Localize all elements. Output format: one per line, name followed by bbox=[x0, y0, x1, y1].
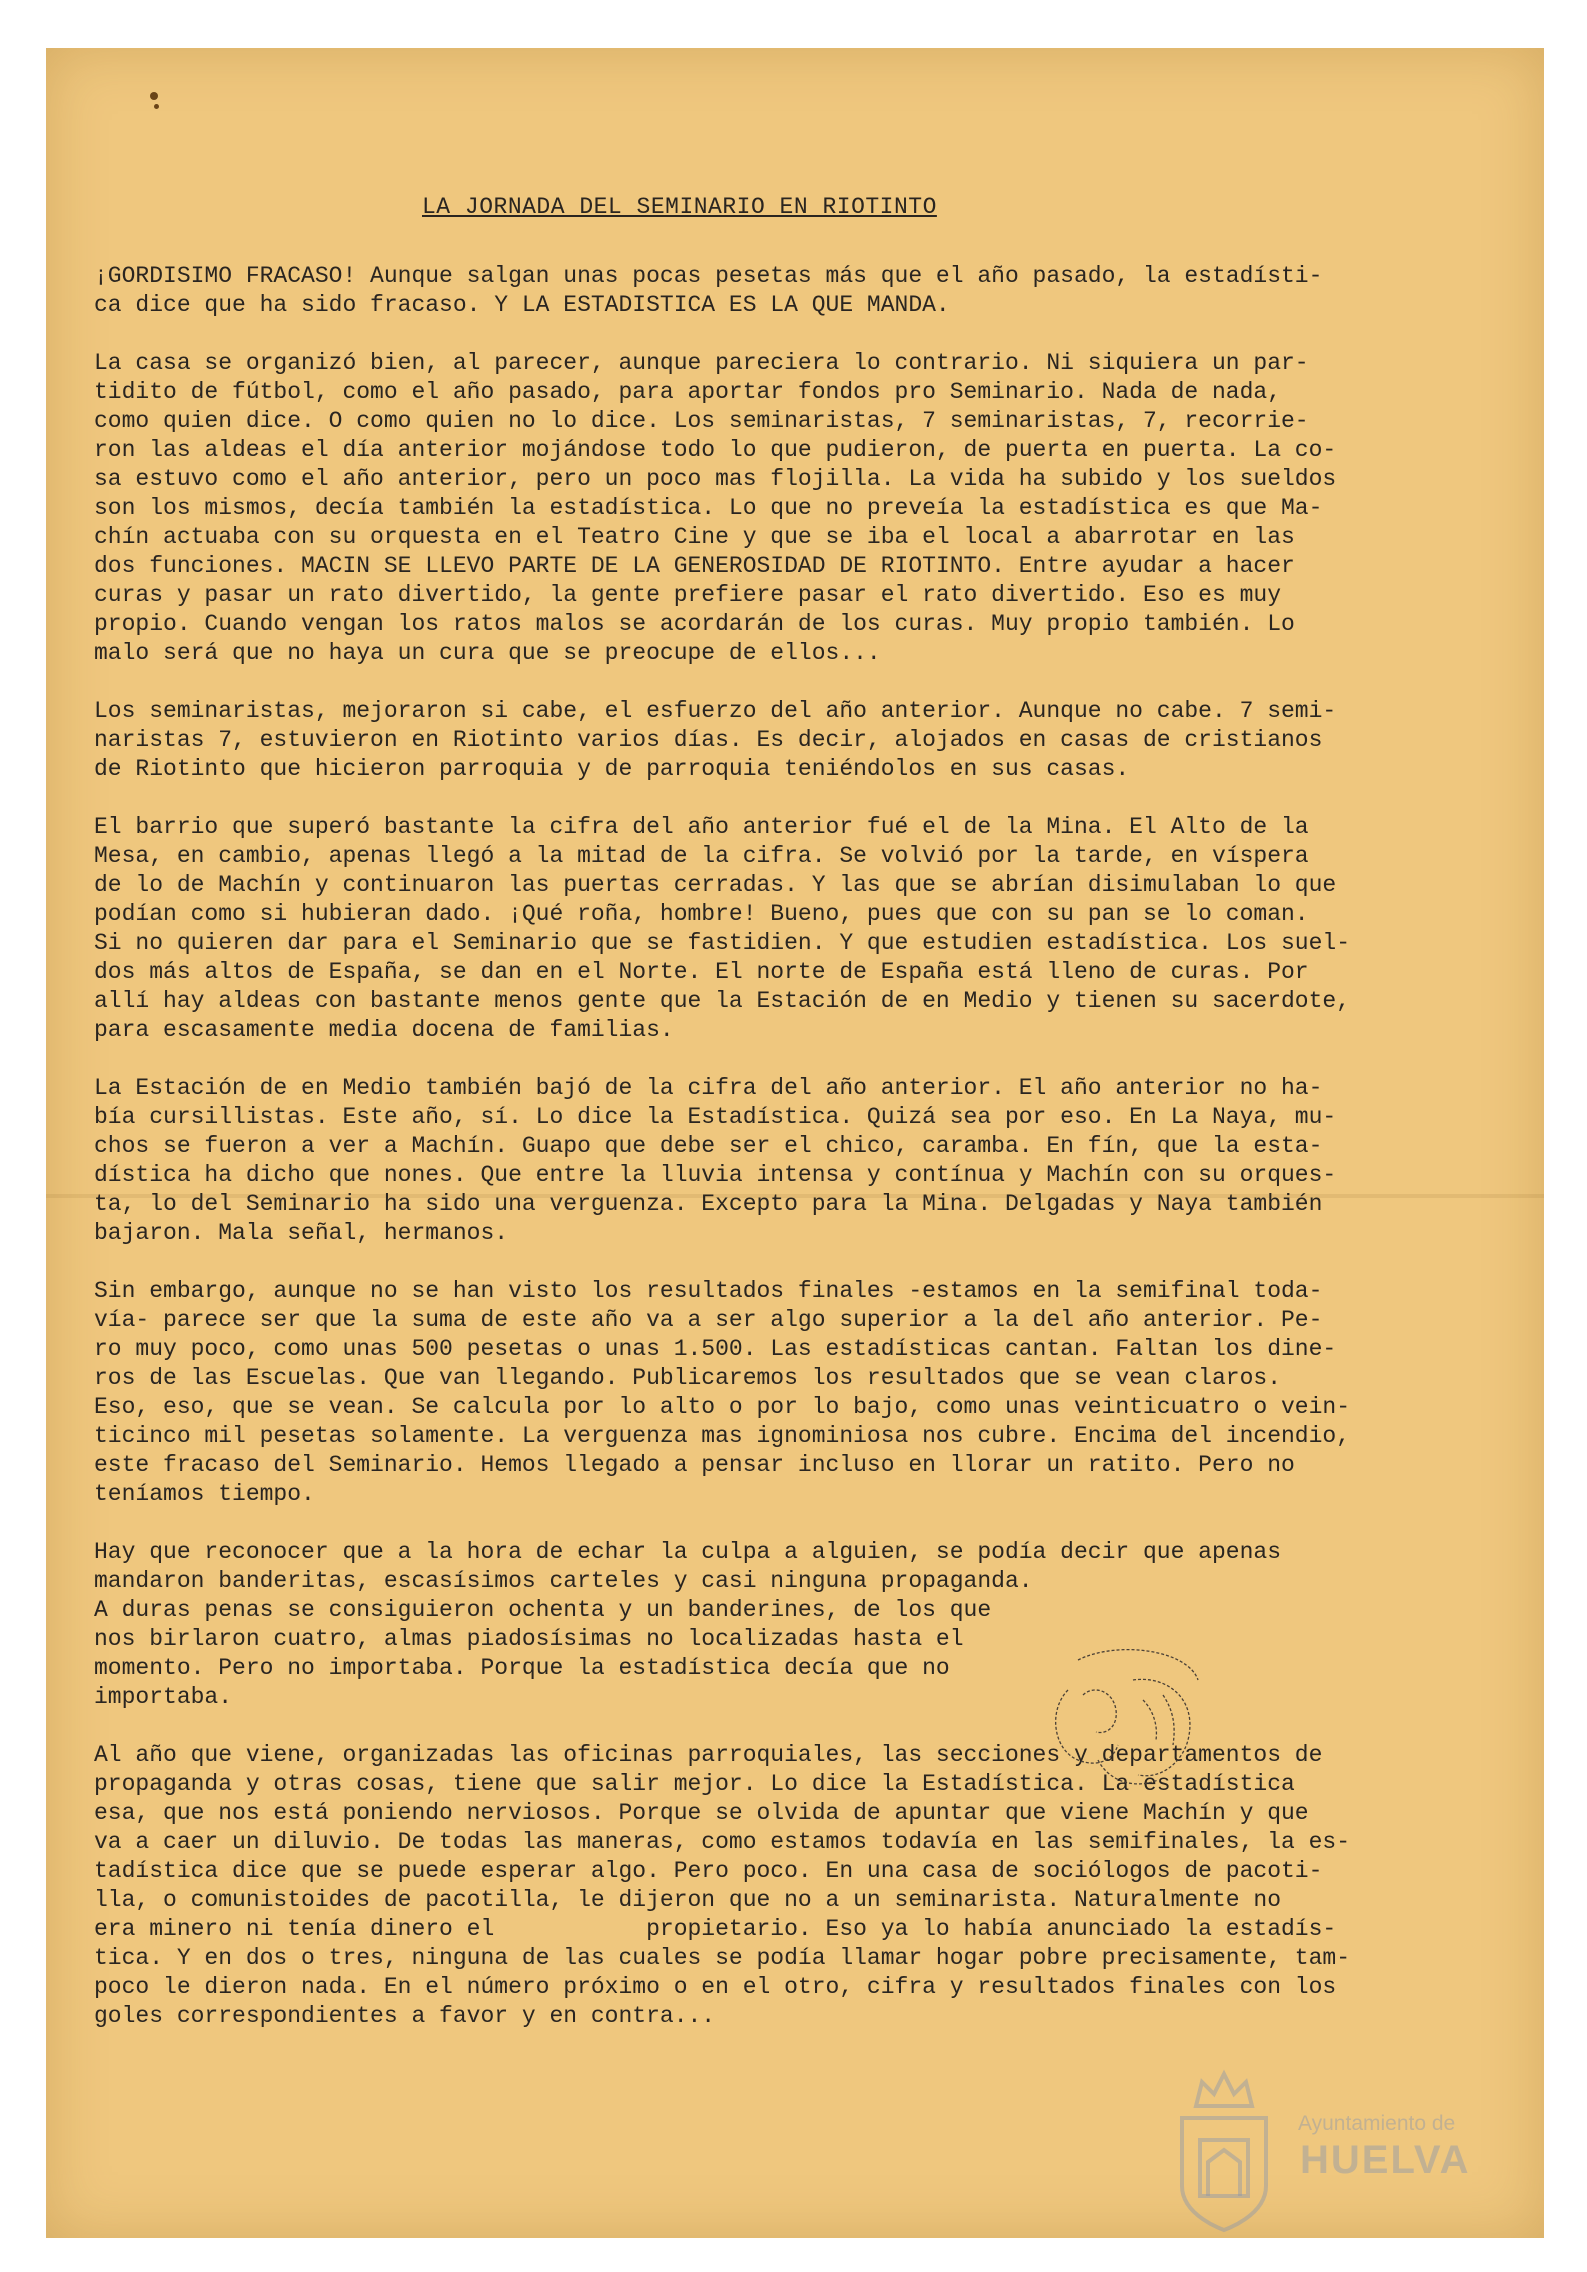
text-line: poco le dieron nada. En el número próximo o en el otro, cifra y resultados finales con los bbox=[94, 1974, 1337, 2000]
text-line: La casa se organizó bien, al parecer, aunque pareciera lo contrario. Ni siquiera un par- bbox=[94, 350, 1309, 376]
text-line: ro muy poco, como unas 500 pesetas o unas 1.500. Las estadísticas cantan. Faltan los dine- bbox=[94, 1336, 1337, 1362]
text-line: goles correspondientes a favor y en contra... bbox=[94, 2003, 716, 2029]
text-line: dística ha dicho que nones. Que entre la lluvia intensa y contínua y Machín con su orques- bbox=[94, 1162, 1337, 1188]
text-line: como quien dice. O como quien no lo dice. Los seminaristas, 7 seminaristas, 7, recorrie- bbox=[94, 408, 1309, 434]
text-line: ron las aldeas el día anterior mojándose todo lo que pudieron, de puerta en puerta. La co- bbox=[94, 437, 1337, 463]
text-line: Eso, eso, que se vean. Se calcula por lo alto o por lo bajo, como unas veinticuatro o vein- bbox=[94, 1394, 1351, 1420]
text-line: malo será que no haya un cura que se preocupe de ellos... bbox=[94, 640, 881, 666]
text-line: ca dice que ha sido fracaso. Y LA ESTADISTICA ES LA QUE MANDA. bbox=[94, 292, 950, 318]
text-line: Al año que viene, organizadas las oficinas parroquiales, las secciones y departamentos de bbox=[94, 1742, 1323, 1768]
paragraph bbox=[94, 1741, 1444, 2031]
paragraph bbox=[94, 1538, 1444, 1712]
text-line: vía- parece ser que la suma de este año va a ser algo superior a la del año anterior. Pe- bbox=[94, 1307, 1323, 1333]
text-line: curas y pasar un rato divertido, la gente prefiere pasar el rato divertido. Eso es muy bbox=[94, 582, 1281, 608]
text-line: allí hay aldeas con bastante menos gente que la Estación de en Medio y tienen su sacerdote, bbox=[94, 988, 1351, 1014]
text-line: esa, que nos está poniendo nerviosos. Porque se olvida de apuntar que viene Machín y que bbox=[94, 1800, 1309, 1826]
paragraph bbox=[94, 1074, 1444, 1248]
text-line: podían como si hubieran dado. ¡Qué roña, hombre! Bueno, pues que con su pan se lo coman. bbox=[94, 901, 1309, 927]
text-line: dos funciones. MACIN SE LLEVO PARTE DE LA GENEROSIDAD DE RIOTINTO. Entre ayudar a hacer bbox=[94, 553, 1295, 579]
document-body bbox=[94, 262, 1444, 2060]
text-line: ticinco mil pesetas solamente. La verguenza mas ignominiosa nos cubre. Encima del incendio, bbox=[94, 1423, 1351, 1449]
text-line: mandaron banderitas, escasísimos carteles y casi ninguna propaganda. bbox=[94, 1568, 1033, 1594]
text-line: chín actuaba con su orquesta en el Teatro Cine y que se iba el local a abarrotar en las bbox=[94, 524, 1295, 550]
text-line: La Estación de en Medio también bajó de la cifra del año anterior. El año anterior no ha- bbox=[94, 1075, 1323, 1101]
paragraph bbox=[94, 813, 1444, 1045]
text-line: son los mismos, decía también la estadística. Lo que no preveía la estadística es que Ma- bbox=[94, 495, 1323, 521]
document-title: LA JORNADA DEL SEMINARIO EN RIOTINTO bbox=[422, 194, 937, 220]
text-line: El barrio que superó bastante la cifra del año anterior fué el de la Mina. El Alto de la bbox=[94, 814, 1309, 840]
text-line: bía cursillistas. Este año, sí. Lo dice la Estadística. Quizá sea por eso. En La Naya, mu- bbox=[94, 1104, 1337, 1130]
text-line: nos birlaron cuatro, almas piadosísimas no localizadas hasta el bbox=[94, 1626, 964, 1652]
text-line: tidito de fútbol, como el año pasado, para aportar fondos pro Seminario. Nada de nada, bbox=[94, 379, 1281, 405]
text-line: bajaron. Mala señal, hermanos. bbox=[94, 1220, 509, 1246]
paragraph bbox=[94, 1277, 1444, 1509]
doodle-sketch-icon bbox=[1038, 1640, 1208, 1800]
text-line: propaganda y otras cosas, tiene que salir mejor. Lo dice la Estadística. La estadística bbox=[94, 1771, 1295, 1797]
paragraph bbox=[94, 262, 1444, 320]
text-line: Hay que reconocer que a la hora de echar la culpa a alguien, se podía decir que apenas bbox=[94, 1539, 1281, 1565]
text-line: dos más altos de España, se dan en el Norte. El norte de España está lleno de curas. Por bbox=[94, 959, 1309, 985]
watermark-line-1: Ayuntamiento de bbox=[1298, 2112, 1456, 2135]
text-line: Sin embargo, aunque no se han visto los resultados finales -estamos en la semifinal toda- bbox=[94, 1278, 1323, 1304]
text-line: momento. Pero no importaba. Porque la estadística decía que no bbox=[94, 1655, 950, 1681]
ink-spot bbox=[150, 92, 158, 100]
text-line: de lo de Machín y continuaron las puertas cerradas. Y las que se abrían disimulaban lo que bbox=[94, 872, 1337, 898]
text-line: teníamos tiempo. bbox=[94, 1481, 315, 1507]
text-line: ta, lo del Seminario ha sido una verguenza. Excepto para la Mina. Delgadas y Naya también bbox=[94, 1191, 1323, 1217]
text-line: A duras penas se consiguieron ochenta y un banderines, de los que bbox=[94, 1597, 992, 1623]
text-line: propio. Cuando vengan los ratos malos se acordarán de los curas. Muy propio también. Lo bbox=[94, 611, 1295, 637]
text-line: Mesa, en cambio, apenas llegó a la mitad de la cifra. Se volvió por la tarde, en víspera bbox=[94, 843, 1309, 869]
text-line: sa estuvo como el año anterior, pero un poco mas flojilla. La vida ha subido y los sueldos bbox=[94, 466, 1337, 492]
text-line: ros de las Escuelas. Que van llegando. Publicaremos los resultados que se vean claros. bbox=[94, 1365, 1281, 1391]
city-seal-watermark-icon bbox=[1168, 2066, 1280, 2234]
ink-spot bbox=[154, 104, 159, 109]
text-line: tica. Y en dos o tres, ninguna de las cuales se podía llamar hogar pobre precisamente, tam- bbox=[94, 1945, 1351, 1971]
text-line: este fracaso del Seminario. Hemos llegado a pensar incluso en llorar un ratito. Pero no bbox=[94, 1452, 1295, 1478]
text-line: Si no quieren dar para el Seminario que se fastidien. Y que estudien estadística. Los suel- bbox=[94, 930, 1351, 956]
text-line: de Riotinto que hicieron parroquia y de parroquia teniéndolos en sus casas. bbox=[94, 756, 1130, 782]
text-line: chos se fueron a ver a Machín. Guapo que debe ser el chico, caramba. En fín, que la esta- bbox=[94, 1133, 1323, 1159]
text-line: Los seminaristas, mejoraron si cabe, el esfuerzo del año anterior. Aunque no cabe. 7 semi- bbox=[94, 698, 1337, 724]
text-line: naristas 7, estuvieron en Riotinto varios días. Es decir, alojados en casas de cristianos bbox=[94, 727, 1323, 753]
text-line: va a caer un diluvio. De todas las maneras, como estamos todavía en las semifinales, la es- bbox=[94, 1829, 1351, 1855]
text-line: tadística dice que se puede esperar algo. Pero poco. En una casa de sociólogos de pacoti- bbox=[94, 1858, 1323, 1884]
text-line: lla, o comunistoides de pacotilla, le dijeron que no a un seminarista. Naturalmente no bbox=[94, 1887, 1281, 1913]
text-line: importaba. bbox=[94, 1684, 233, 1710]
watermark-line-2: HUELVA bbox=[1300, 2138, 1471, 2182]
text-line: era minero ni tenía dinero el propietario. Eso ya lo había anunciado la estadís- bbox=[94, 1916, 1337, 1942]
text-line: ¡GORDISIMO FRACASO! Aunque salgan unas pocas pesetas más que el año pasado, la estadísti- bbox=[94, 263, 1323, 289]
paragraph bbox=[94, 349, 1444, 668]
text-line: para escasamente media docena de familias. bbox=[94, 1017, 674, 1043]
paragraph bbox=[94, 697, 1444, 784]
